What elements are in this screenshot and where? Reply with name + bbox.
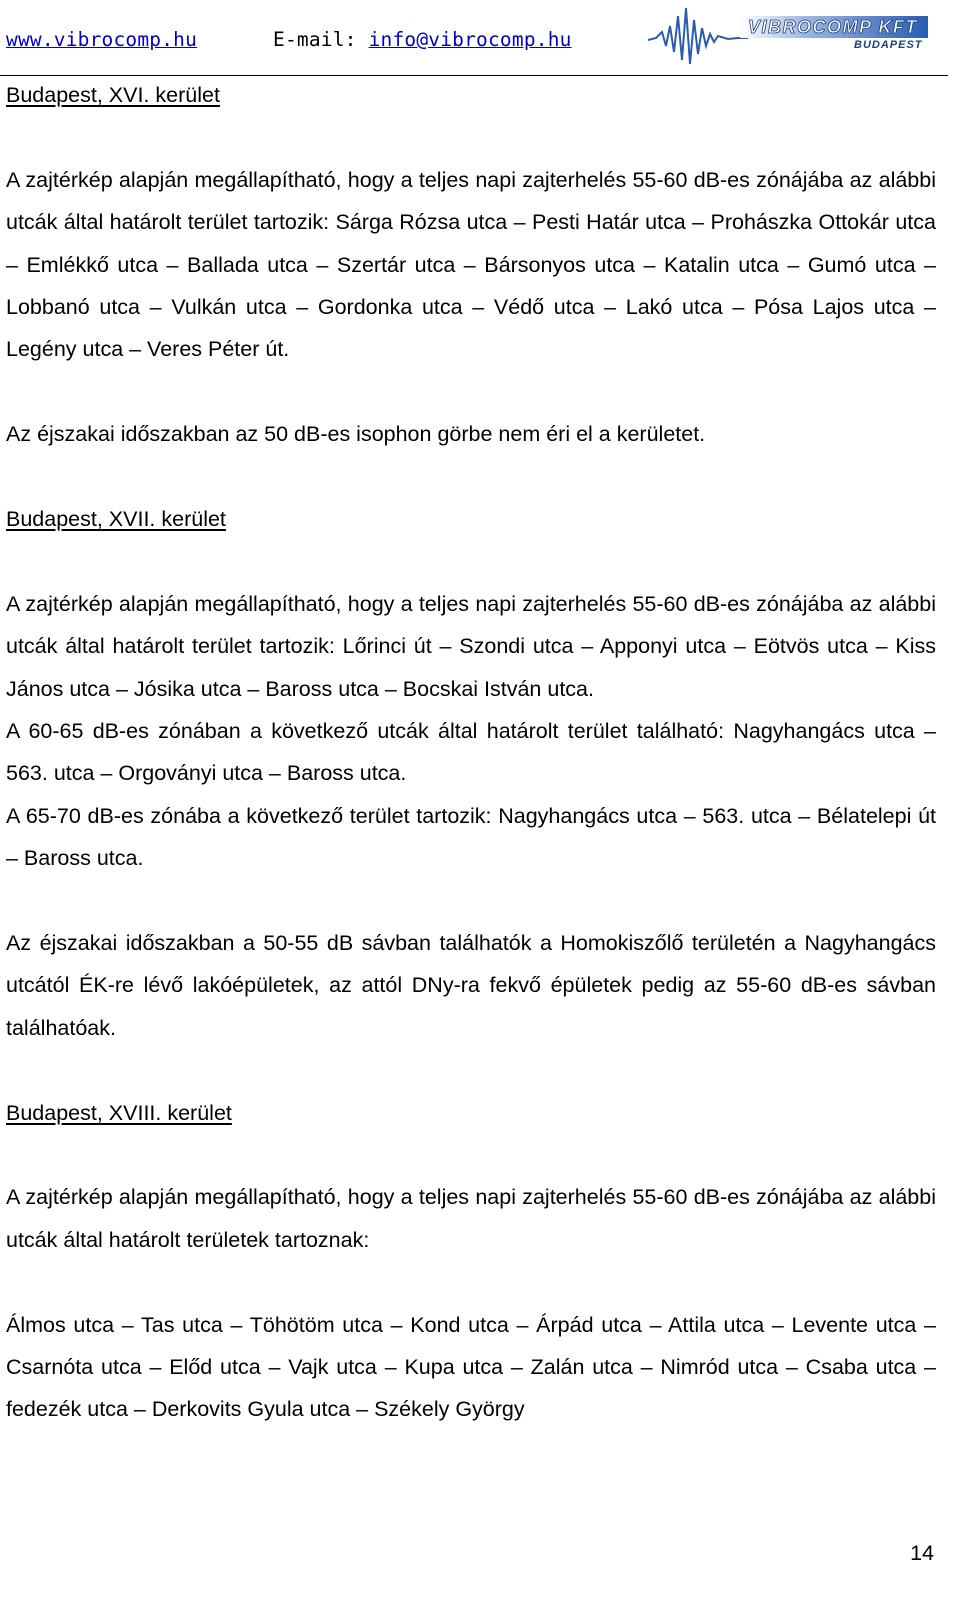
section-heading-xvii: Budapest, XVII. kerület	[6, 507, 226, 532]
vibrocomp-logo	[648, 2, 938, 70]
paragraph: A 65-70 dB-es zónába a következő terület tartozik: Nagyhangács utca – 563. utca – Bélatelepi út – Baross utca.	[6, 803, 936, 871]
paragraph: Álmos utca – Tas utca – Töhötöm utca – Kond utca – Árpád utca – Attila utca – Levente utca – Csarnóta utca – Előd utca – Vajk utca – Kupa utca – Zalán utca – Nimród utca – Csaba utca – fedezék utca – Derkovits Gyula utca – Székely György	[6, 1312, 936, 1422]
page-number: 14	[910, 1541, 934, 1565]
section-heading-xviii: Budapest, XVIII. kerület	[6, 1100, 232, 1125]
logo-subtext: BUDAPEST	[854, 39, 923, 51]
page-header	[0, 0, 960, 80]
logo-text: VIBROCOMP KFT	[748, 17, 918, 37]
email-link[interactable]: info@vibrocomp.hu	[368, 28, 572, 51]
section-heading-xvi: Budapest, XVI. kerület	[6, 83, 220, 107]
paragraph: A zajtérkép alapján megállapítható, hogy a teljes napi zajterhelés 55-60 dB-es zónájába az alábbi utcák által határolt területek tartoznak:	[6, 1185, 936, 1252]
paragraph: A 60-65 dB-es zónában a következő utcák által határolt terület található: Nagyhangács utca – 563. utca – Orgoványi utca – Baross utca.	[6, 719, 936, 786]
email-label: E-mail:	[273, 28, 357, 51]
waveform-icon	[648, 8, 748, 64]
paragraph: A zajtérkép alapján megállapítható, hogy a teljes napi zajterhelés 55-60 dB-es zónájába az alábbi utcák által határolt terület tartozik: Sárga Rózsa utca – Pesti Határ utca – Prohászka Ottokár utca – Emlékkő utca – Ballada utca – Szertár utca – Bársonyos utca – Katalin utca – Gumó utca – Lobbanó utca – Vulkán utca – Gordonka utca – Védő utca – Lakó utca – Pósa Lajos utca – Legény utca – Veres Péter út.	[6, 167, 936, 362]
paragraph: A zajtérkép alapján megállapítható, hogy a teljes napi zajterhelés 55-60 dB-es zónájába az alábbi utcák által határolt terület tartozik: Lőrinci út – Szondi utca – Apponyi utca – Eötvös utca – Kiss János utca – Jósika utca – Baross utca – Bocskai István utca.	[6, 591, 936, 701]
paragraph: Az éjszakai időszakban az 50 dB-es isophon görbe nem éri el a kerületet.	[6, 422, 706, 447]
website-link[interactable]: www.vibrocomp.hu	[6, 28, 198, 51]
paragraph: Az éjszakai időszakban a 50-55 dB sávban találhatók a Homokiszőlő területén a Nagyhangács utcától ÉK-re lévő lakóépületek, az attól DNy-ra fekvő épületek pedig az 55-60 dB-es sávban találhatóak.	[6, 931, 936, 1040]
header-contacts	[6, 28, 572, 51]
document-body	[6, 74, 936, 1431]
